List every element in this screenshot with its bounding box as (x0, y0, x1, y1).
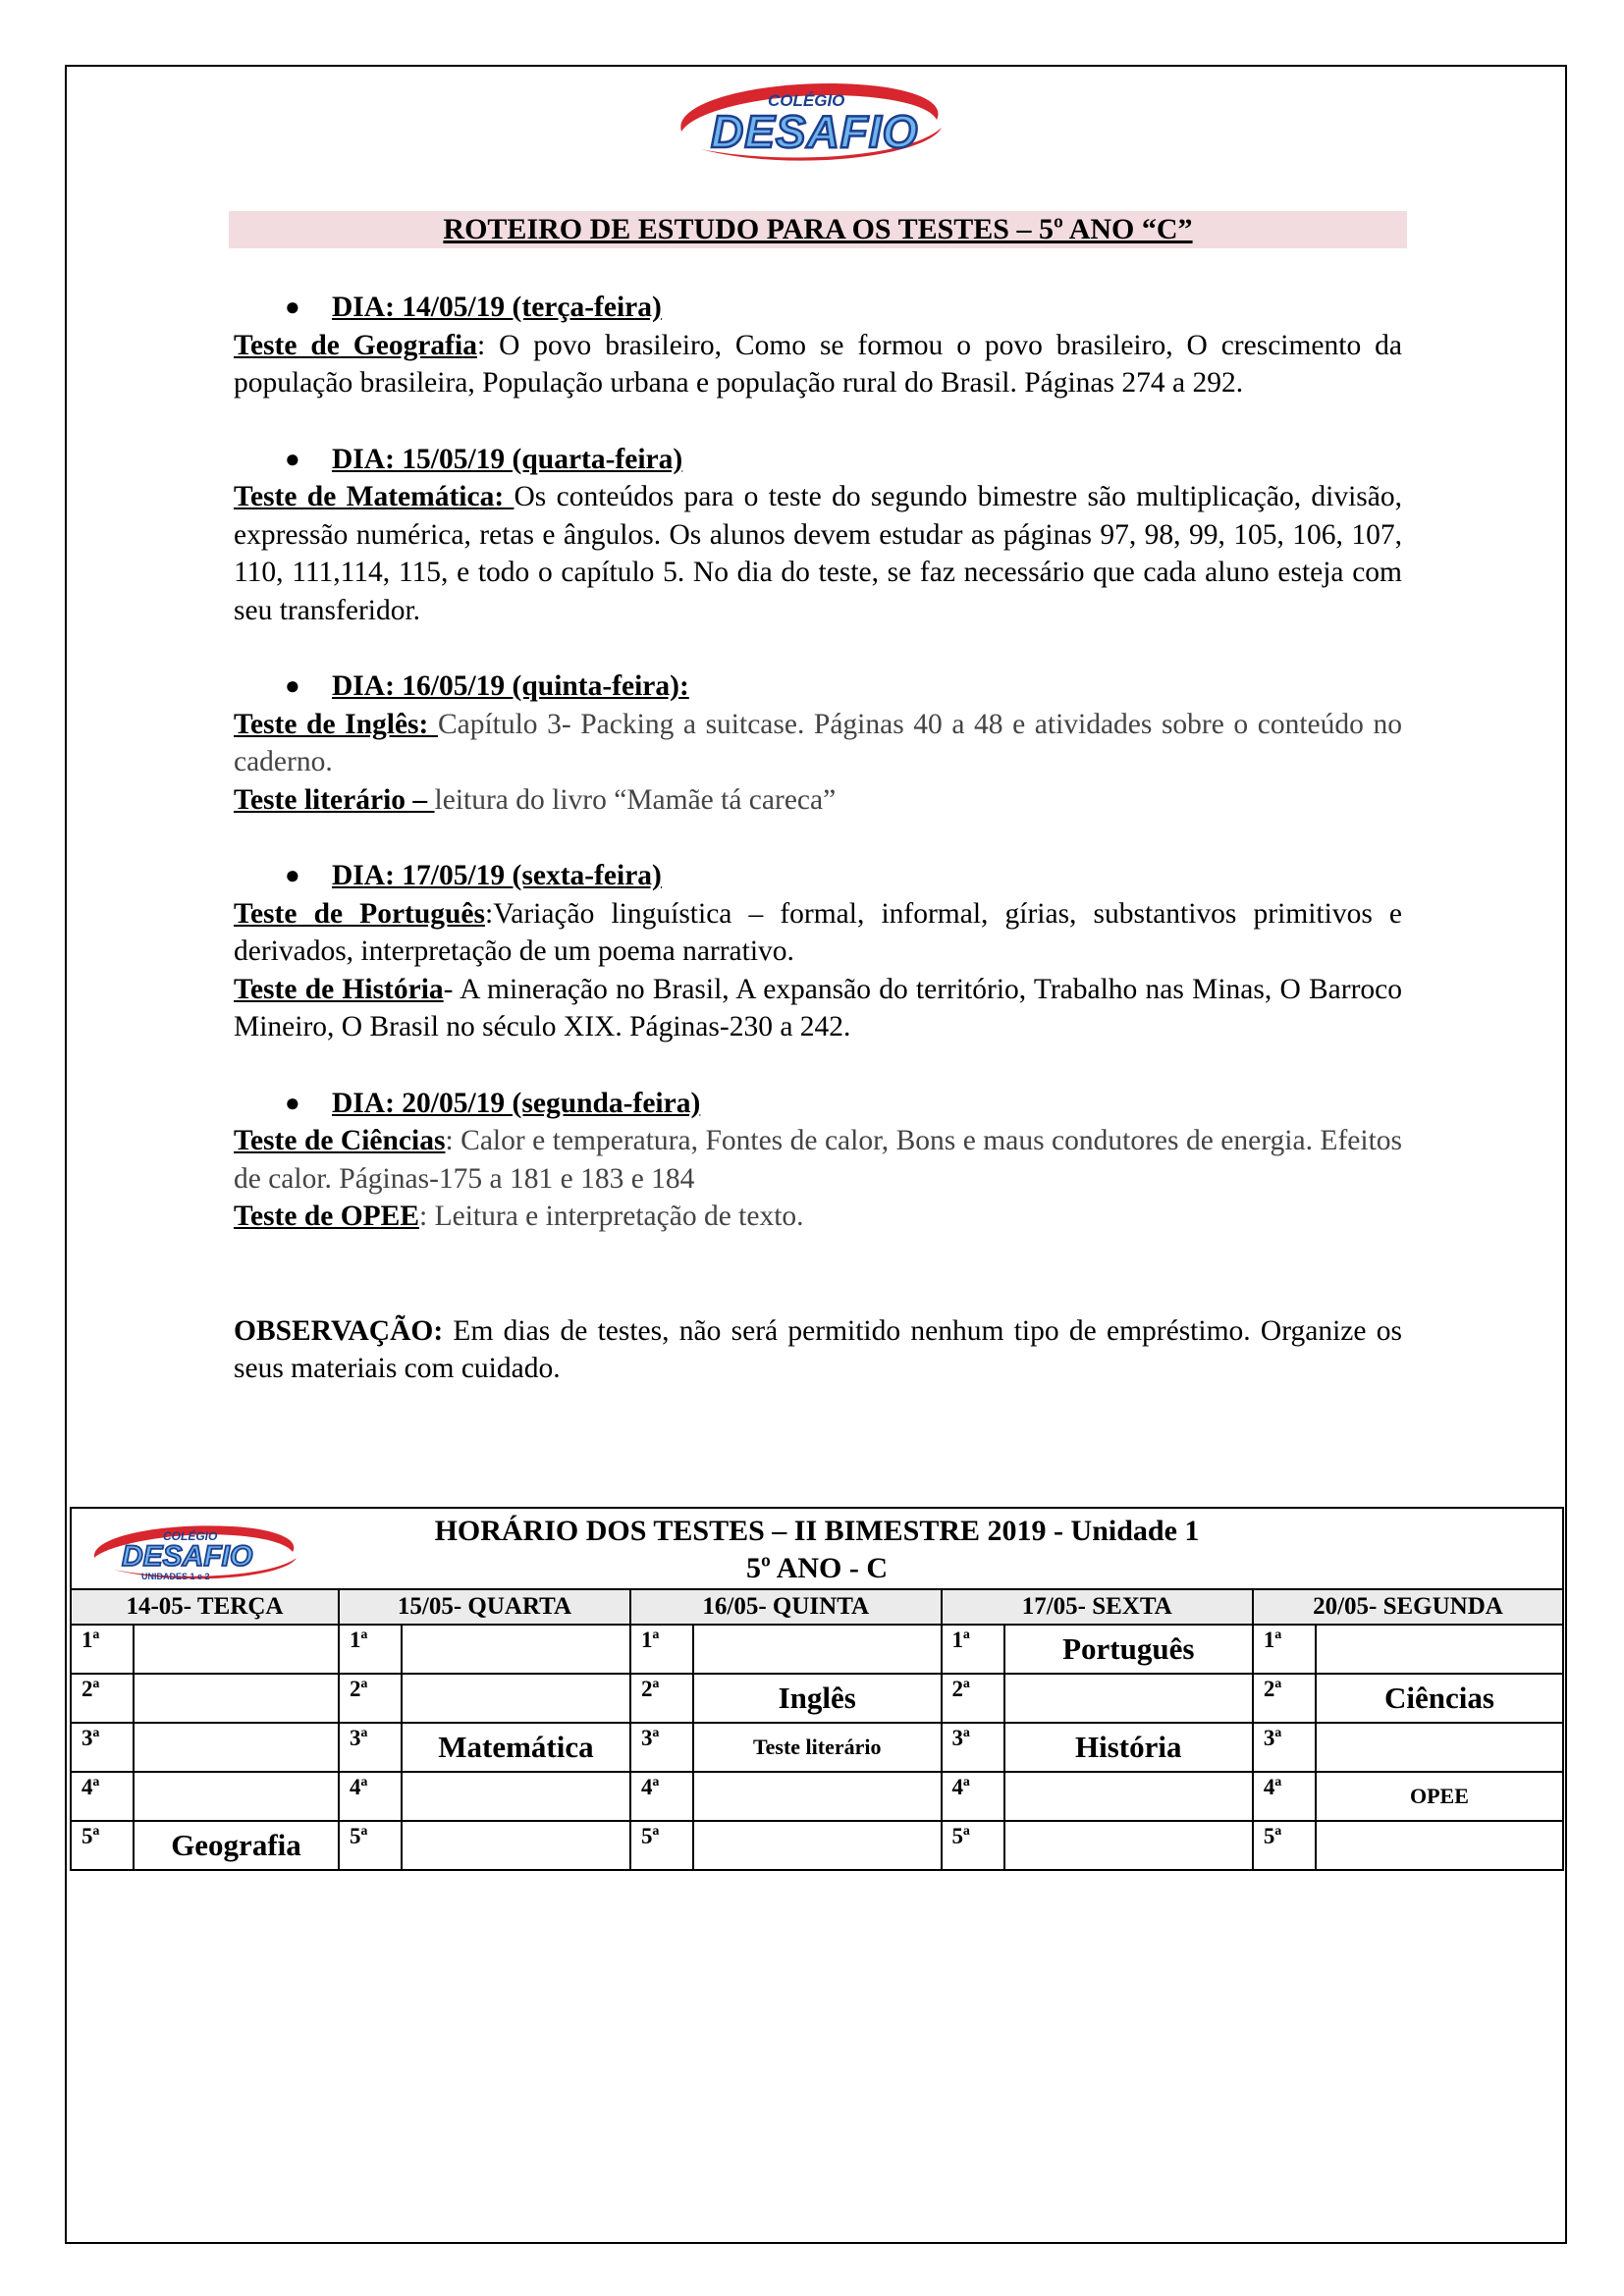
bullet-icon: ● (285, 293, 300, 321)
schedule-cell (134, 1625, 339, 1674)
bullet-icon: ● (285, 861, 300, 889)
day-heading: ● DIA: 20/05/19 (segunda-feira) (234, 1085, 1402, 1123)
logo-small-line3: UNIDADES 1 e 2 (141, 1572, 210, 1581)
schedule-cell: Ciências (1316, 1674, 1563, 1723)
period-label: 5ª (630, 1821, 693, 1870)
period-label: 3ª (71, 1723, 134, 1772)
period-label: 5ª (71, 1821, 134, 1870)
schedule-cell: OPEE (1316, 1772, 1563, 1821)
period-label: 3ª (630, 1723, 693, 1772)
period-label: 4ª (71, 1772, 134, 1821)
period-label: 4ª (339, 1772, 402, 1821)
period-label: 2ª (1253, 1674, 1316, 1723)
test-item: Teste de Geografia: O povo brasileiro, Como se formou o povo brasileiro, O crescimento da população brasileira, População urbana e população rural do Brasil. Páginas 274 a 292. (234, 329, 1402, 399)
schedule-cell (693, 1772, 942, 1821)
schedule-cell: Português (1004, 1625, 1253, 1674)
column-header: 17/05- SEXTA (942, 1589, 1253, 1625)
period-label: 3ª (942, 1723, 1004, 1772)
page-title: ROTEIRO DE ESTUDO PARA OS TESTES – 5º ANO “C” (443, 213, 1193, 245)
schedule-cell: Inglês (693, 1674, 942, 1723)
test-item: Teste de Inglês: Capítulo 3- Packing a suitcase. Páginas 40 a 48 e atividades sobre o conteúdo no caderno. (234, 708, 1402, 777)
logo-small-line1: COLÉGIO (163, 1529, 218, 1543)
colegio-desafio-logo-small (84, 1519, 304, 1583)
table-row (71, 1674, 1563, 1723)
period-label: 5ª (1253, 1821, 1316, 1870)
period-label: 1ª (71, 1625, 134, 1674)
schedule-cell (1316, 1625, 1563, 1674)
schedule-cell: História (1004, 1723, 1253, 1772)
test-item: Teste de Ciências: Calor e temperatura, Fontes de calor, Bons e maus condutores de energia. Efeitos de calor. Páginas-175 a 181 e 183 e 184 (234, 1125, 1402, 1195)
schedule-title: HORÁRIO DOS TESTES – II BIMESTRE 2019 - Unidade 1 5º ANO - C (434, 1515, 1200, 1584)
period-label: 5ª (942, 1821, 1004, 1870)
schedule-cell (402, 1674, 630, 1723)
day-heading: ● DIA: 17/05/19 (sexta-feira) (234, 857, 1402, 895)
schedule-cell (1316, 1723, 1563, 1772)
schedule-cell: Geografia (134, 1821, 339, 1870)
period-label: 1ª (1253, 1625, 1316, 1674)
schedule-cell (402, 1625, 630, 1674)
schedule-cell (1004, 1674, 1253, 1723)
logo-line1: COLÉGIO (768, 91, 845, 110)
column-header: 15/05- QUARTA (339, 1589, 630, 1625)
bullet-icon: ● (285, 1088, 300, 1117)
period-label: 2ª (339, 1674, 402, 1723)
day-heading: ● DIA: 16/05/19 (quinta-feira): (234, 667, 1402, 706)
bullet-icon: ● (285, 671, 300, 700)
colegio-desafio-logo (662, 71, 956, 169)
period-label: 1ª (630, 1625, 693, 1674)
table-row (71, 1723, 1563, 1772)
study-guide (234, 289, 1402, 1388)
logo-small-line2: DESAFIO (122, 1540, 253, 1573)
period-label: 5ª (339, 1821, 402, 1870)
column-header: 14-05- TERÇA (71, 1589, 339, 1625)
period-label: 2ª (942, 1674, 1004, 1723)
schedule-cell (1004, 1821, 1253, 1870)
schedule-cell (402, 1772, 630, 1821)
period-label: 1ª (942, 1625, 1004, 1674)
column-header: 20/05- SEGUNDA (1253, 1589, 1563, 1625)
schedule-cell (134, 1674, 339, 1723)
period-label: 4ª (630, 1772, 693, 1821)
schedule-cell (402, 1821, 630, 1870)
test-schedule-table (70, 1507, 1564, 1871)
day-heading: ● DIA: 15/05/19 (quarta-feira) (234, 441, 1402, 479)
logo-line2: DESAFIO (711, 106, 919, 157)
period-label: 3ª (339, 1723, 402, 1772)
test-item: Teste de Português:Variação linguística – formal, informal, gírias, substantivos primitivos e derivados, interpretação de um poema narrativo. (234, 897, 1402, 967)
bullet-icon: ● (285, 444, 300, 473)
schedule-cell (134, 1723, 339, 1772)
schedule-cell (134, 1772, 339, 1821)
schedule-cell (693, 1625, 942, 1674)
test-item: Teste de História- A mineração no Brasil, A expansão do território, Trabalho nas Minas, O Barroco Mineiro, O Brasil no século XIX. Páginas-230 a 242. (234, 973, 1402, 1042)
period-label: 3ª (1253, 1723, 1316, 1772)
table-row (71, 1821, 1563, 1870)
schedule-cell (693, 1821, 942, 1870)
schedule-cell: Matemática (402, 1723, 630, 1772)
schedule-cell: Teste literário (693, 1723, 942, 1772)
test-item: Teste de OPEE: Leitura e interpretação de texto. (234, 1201, 804, 1232)
test-item: Teste literário – leitura do livro “Mamãe tá careca” (234, 783, 837, 816)
schedule-cell (1316, 1821, 1563, 1870)
period-label: 4ª (942, 1772, 1004, 1821)
test-item: Teste de Matemática: Os conteúdos para o teste do segundo bimestre são multiplicação, divisão, expressão numérica, retas e ângulos. Os alunos devem estudar as páginas 97, 98, 99, 105, 106, 107, 110, 111,114, 115, e todo o capítulo 5. No dia do teste, se faz necessário que cada aluno esteja com seu transferidor. (234, 481, 1402, 626)
observation: OBSERVAÇÃO: Em dias de testes, não será permitido nenhum tipo de empréstimo. Organize os seus materiais com cuidado. (234, 1314, 1402, 1384)
table-row (71, 1625, 1563, 1674)
period-label: 1ª (339, 1625, 402, 1674)
period-label: 2ª (630, 1674, 693, 1723)
table-row (71, 1772, 1563, 1821)
column-header: 16/05- QUINTA (630, 1589, 942, 1625)
period-label: 4ª (1253, 1772, 1316, 1821)
period-label: 2ª (71, 1674, 134, 1723)
day-heading: ● DIA: 14/05/19 (terça-feira) (234, 289, 1402, 327)
schedule-header (71, 1508, 1563, 1589)
schedule-cell (1004, 1772, 1253, 1821)
